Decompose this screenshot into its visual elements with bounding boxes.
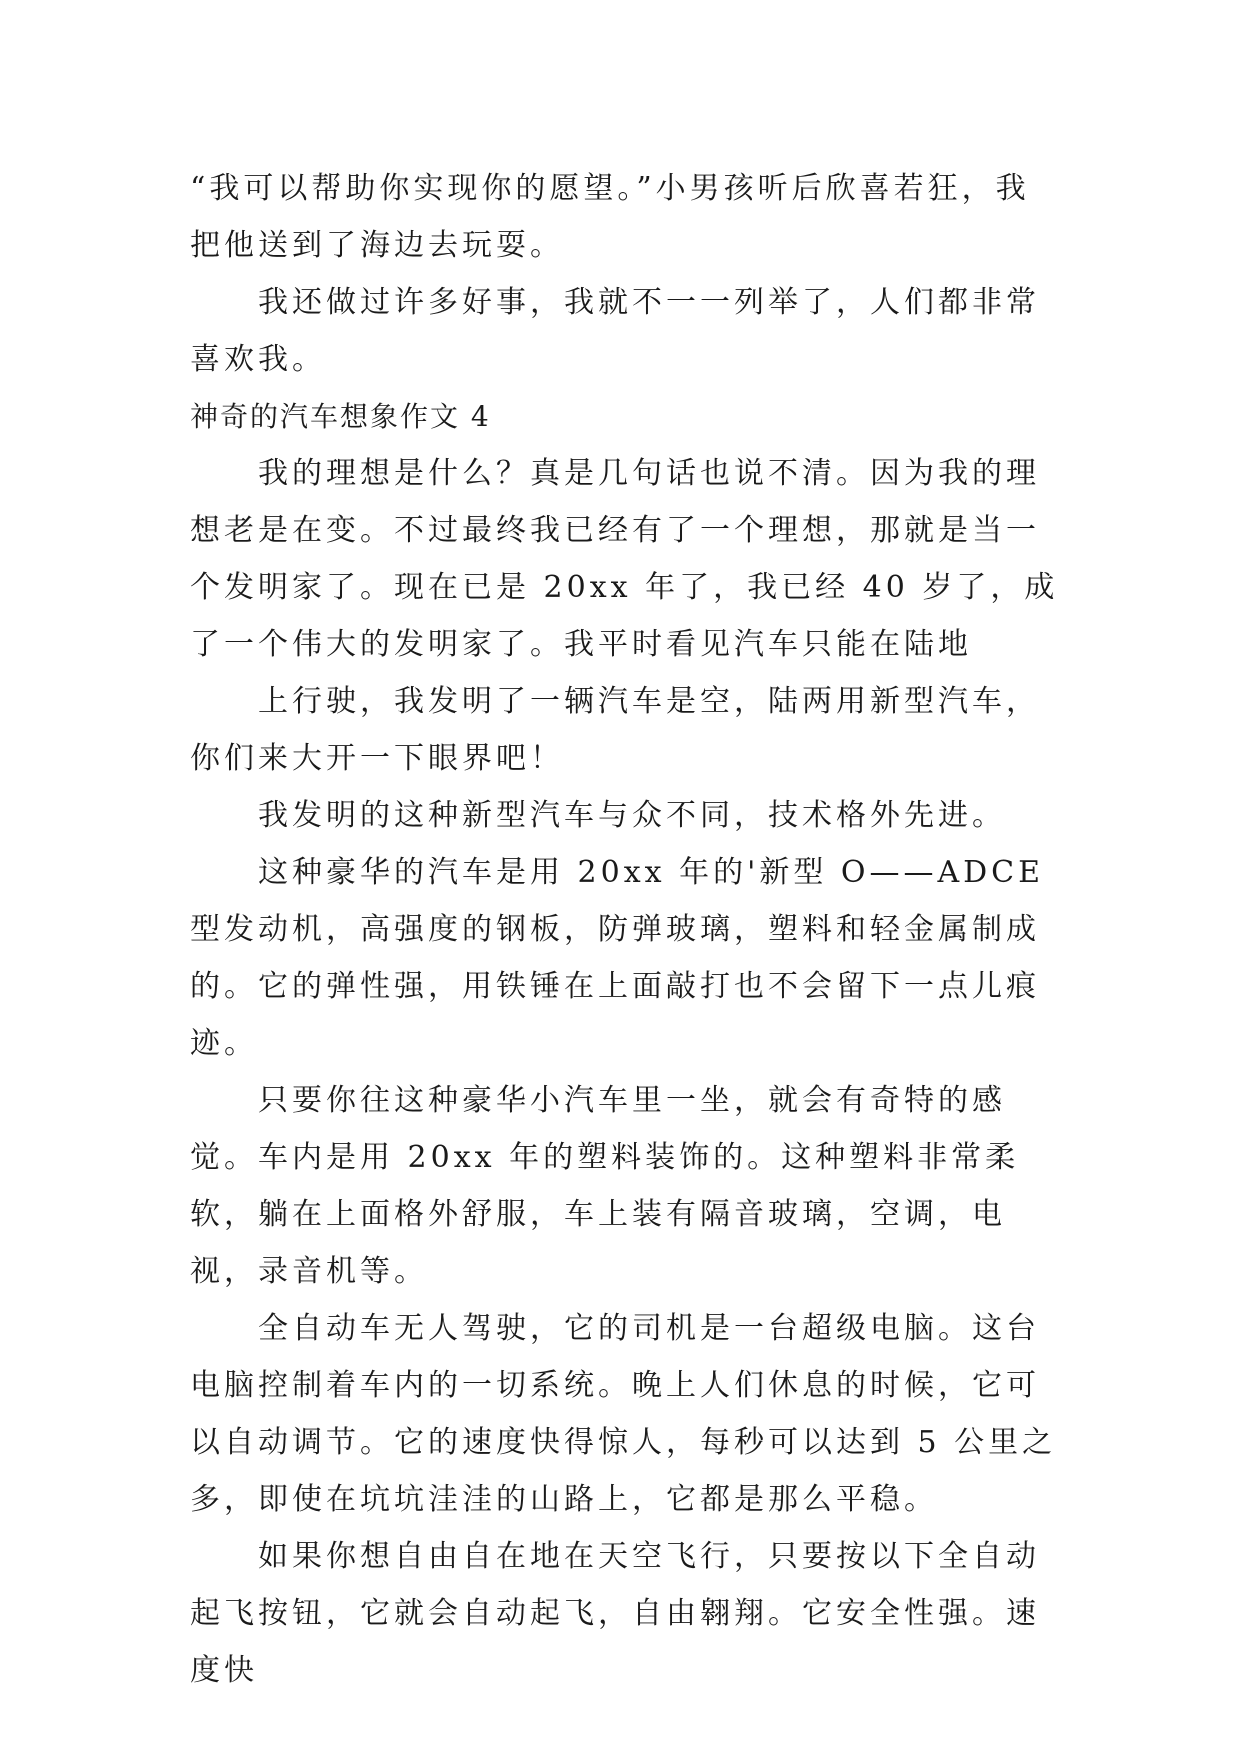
document-body bbox=[190, 160, 1060, 1699]
paragraph: 上行驶，我发明了一辆汽车是空，陆两用新型汽车，你们来大开一下眼界吧！ bbox=[190, 684, 1040, 776]
paragraph: 我还做过许多好事，我就不一一列举了，人们都非常喜欢我。 bbox=[190, 285, 1040, 377]
section-heading: 神奇的汽车想象作文 4 bbox=[190, 400, 491, 433]
paragraph: “我可以帮助你实现你的愿望。”小男孩听后欣喜若狂，我把他送到了海边去玩耍。 bbox=[190, 171, 1030, 263]
paragraph: 这种豪华的汽车是用 20xx 年的'新型 O——ADCE 型发动机，高强度的钢板，防弹玻璃，塑料和轻金属制成的。它的弹性强，用铁锤在上面敲打也不会留下一点儿痕迹。 bbox=[190, 855, 1045, 1061]
paragraph: 只要你往这种豪华小汽车里一坐，就会有奇特的感觉。车内是用 20xx 年的塑料装饰的。这种塑料非常柔软，躺在上面格外舒服，车上装有隔音玻璃，空调，电视，录音机等。 bbox=[190, 1083, 1020, 1289]
paragraph: 全自动车无人驾驶，它的司机是一台超级电脑。这台电脑控制着车内的一切系统。晚上人们休息的时候，它可以自动调节。它的速度快得惊人，每秒可以达到 5 公里之多，即使在坑坑洼洼的山路上，它都是那么平稳。 bbox=[190, 1311, 1057, 1517]
paragraph: 如果你想自由自在地在天空飞行，只要按以下全自动起飞按钮，它就会自动起飞，自由翱翔。它安全性强。速度快 bbox=[190, 1539, 1040, 1688]
paragraph: 我发明的这种新型汽车与众不同，技术格外先进。 bbox=[258, 798, 1006, 833]
paragraph: 我的理想是什么？真是几句话也说不清。因为我的理想老是在变。不过最终我已经有了一个理想，那就是当一个发明家了。现在已是 20xx 年了，我已经 40 岁了，成了一个伟大的发明家了。我平时看见汽车只能在陆地 bbox=[190, 456, 1059, 662]
